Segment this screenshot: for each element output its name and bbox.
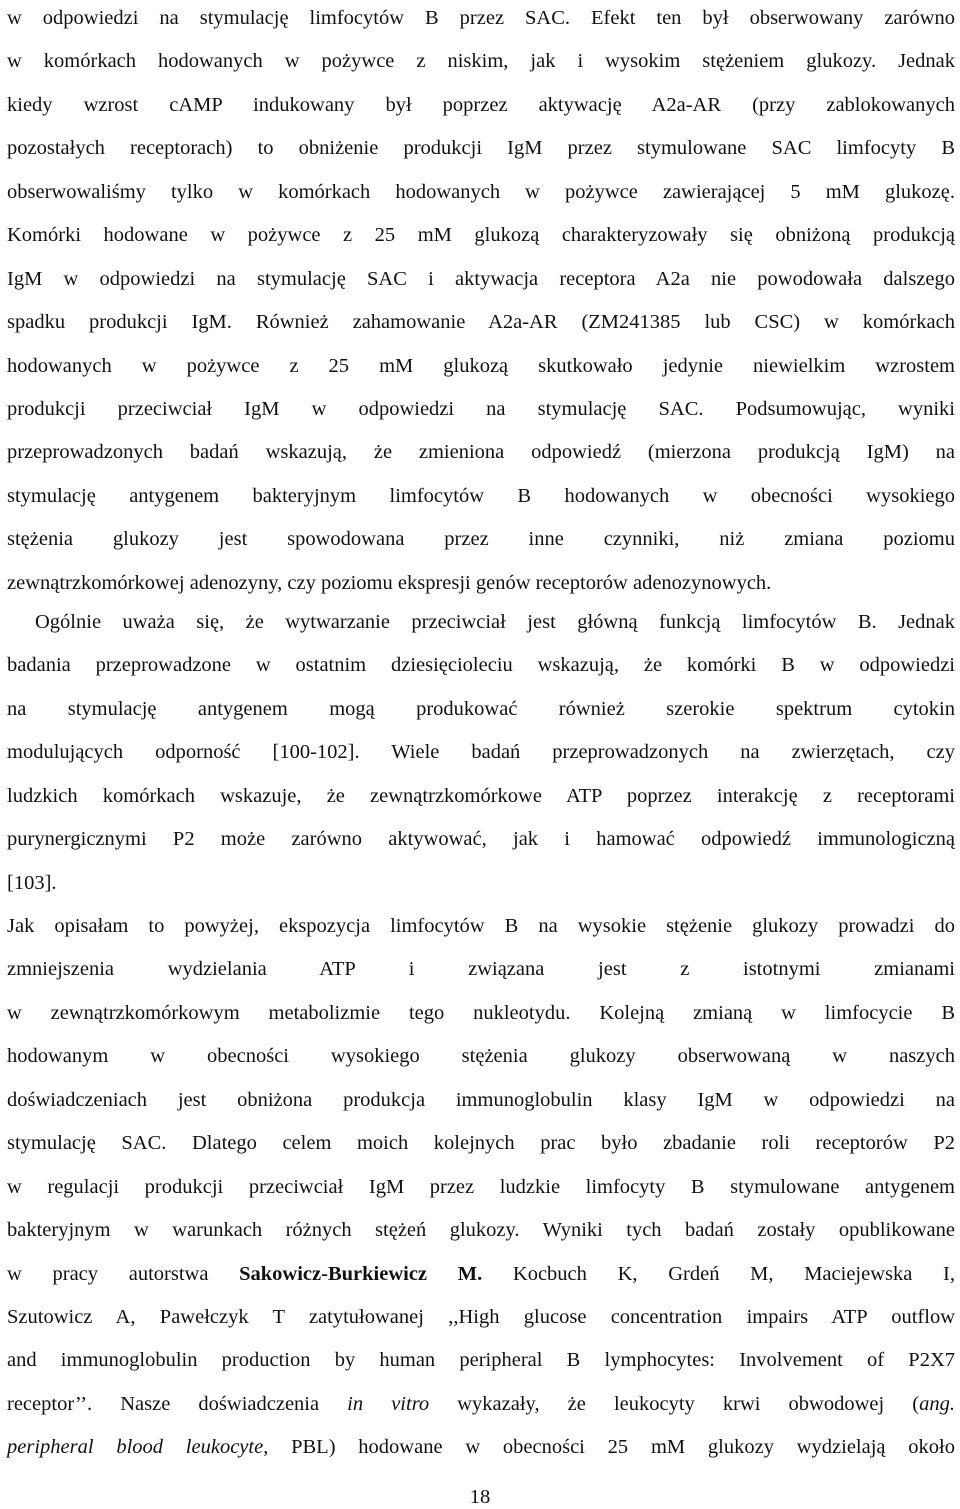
text-line <box>7 301 955 344</box>
text-segment: obserwowaliśmy tylko w komórkach hodowanych w pożywce zawierającej 5 mM glukozę. <box>7 180 955 203</box>
text-segment: doświadczeniach jest obniżona produkcja immunoglobulin klasy IgM w odpowiedzi na <box>7 1088 955 1111</box>
page-number: 18 <box>469 1486 491 1508</box>
text-segment: w odpowiedzi na stymulację limfocytów B przez SAC. Efekt ten był obserwowany zarówno <box>7 7 955 29</box>
text-segment: zmniejszenia wydzielania ATP i związana jest z istotnymi zmianami <box>7 958 955 981</box>
text-segment: Komórki hodowane w pożywce z 25 mM glukozą charakteryzowały się obniżoną produkcją <box>7 224 955 247</box>
text-segment: badania przeprowadzone w ostatnim dziesięcioleciu wskazują, że komórki B w odpowiedzi <box>7 654 955 677</box>
text-segment: hodowanym w obecności wysokiego stężenia glukozy obserwowaną w naszych <box>7 1045 955 1068</box>
text-segment: receptor’’. Nasze doświadczenia <box>7 1392 348 1415</box>
italic-text: ang. <box>919 1392 955 1415</box>
text-segment: wykazały, że leukocyty krwi obwodowej ( <box>429 1392 920 1415</box>
text-line <box>7 431 955 474</box>
text-line <box>7 518 955 561</box>
text-line <box>7 562 955 605</box>
text-segment: stymulację antygenem bakteryjnym limfocytów B hodowanych w obecności wysokiego <box>7 484 955 507</box>
text-segment: modulujących odporność [100-102]. Wiele badań przeprowadzonych na zwierzętach, czy <box>7 741 955 764</box>
text-line <box>7 1296 955 1339</box>
text-line <box>7 644 955 687</box>
text-line <box>7 1426 955 1469</box>
text-segment: Kocbuch K, Grdeń M, Maciejewska I, <box>482 1262 955 1285</box>
text-line <box>7 84 955 127</box>
text-line <box>7 1339 955 1382</box>
text-segment: bakteryjnym w warunkach różnych stężeń glukozy. Wyniki tych badań zostały opublikowane <box>7 1219 955 1242</box>
text-line <box>7 775 955 818</box>
text-line <box>7 862 955 905</box>
text-segment: pozostałych receptorach) to obniżenie produkcji IgM przez stymulowane SAC limfocyty B <box>7 137 955 160</box>
text-line <box>7 905 955 948</box>
text-segment: w komórkach hodowanych w pożywce z niskim, jak i wysokim stężeniem glukozy. Jednak <box>7 50 955 73</box>
text-segment: w zewnątrzkomórkowym metabolizmie tego nukleotydu. Kolejną zmianą w limfocycie B <box>7 1001 955 1024</box>
text-line <box>7 345 955 388</box>
italic-text: in vitro <box>347 1392 430 1415</box>
text-segment: produkcji przeciwciał IgM w odpowiedzi na stymulację SAC. Podsumowując, wyniki <box>7 397 955 420</box>
text-line <box>7 258 955 301</box>
text-line <box>7 127 955 170</box>
text-segment: IgM w odpowiedzi na stymulację SAC i aktywacja receptora A2a nie powodowała dalszego <box>7 267 955 290</box>
text-segment: zewnątrzkomórkowej adenozyny, czy poziomu ekspresji genów receptorów adenozynowych. <box>7 571 772 594</box>
text-segment: and immunoglobulin production by human peripheral B lymphocytes: Involvement of P2X7 <box>7 1349 955 1372</box>
text-segment: kiedy wzrost cAMP indukowany był poprzez aktywację A2a-AR (przy zablokowanych <box>7 93 955 116</box>
text-line <box>7 1079 955 1122</box>
text-line <box>7 1122 955 1165</box>
text-segment: w regulacji produkcji przeciwciał IgM przez ludzkie limfocyty B stymulowane antygenem <box>7 1175 955 1198</box>
paragraph-1 <box>7 0 955 605</box>
text-line <box>7 1383 955 1426</box>
text-line <box>7 475 955 518</box>
text-segment: purynergicznymi P2 może zarówno aktywować, jak i hamować odpowiedź immunologiczną <box>7 828 955 851</box>
text-segment: [103]. <box>7 871 57 894</box>
text-line <box>7 40 955 83</box>
text-line <box>7 948 955 991</box>
text-segment: Szutowicz A, Pawełczyk T zatytułowanej ,,High glucose concentration impairs ATP outflow <box>7 1305 955 1328</box>
text-line <box>7 388 955 431</box>
paragraph-2 <box>7 601 955 905</box>
text-line <box>7 601 955 644</box>
text-line <box>7 731 955 774</box>
text-segment: ludzkich komórkach wskazuje, że zewnątrzkomórkowe ATP poprzez interakcję z receptorami <box>7 784 955 807</box>
text-line <box>7 1253 955 1296</box>
text-segment: stymulację SAC. Dlatego celem moich kolejnych prac było zbadanie roli receptorów P2 <box>7 1132 955 1155</box>
text-line <box>7 688 955 731</box>
text-segment: przeprowadzonych badań wskazują, że zmieniona odpowiedź (mierzona produkcją IgM) na <box>7 441 955 464</box>
text-line <box>7 992 955 1035</box>
text-line <box>7 171 955 214</box>
italic-text: peripheral blood leukocyte <box>7 1436 264 1459</box>
text-segment: spadku produkcji IgM. Również zahamowanie A2a-AR (ZM241385 lub CSC) w komórkach <box>7 311 955 334</box>
text-line <box>7 1035 955 1078</box>
text-line <box>7 0 955 40</box>
text-segment: na stymulację antygenem mogą produkować również szerokie spektrum cytokin <box>7 697 955 720</box>
text-line <box>7 818 955 861</box>
text-segment: Jak opisałam to powyżej, ekspozycja limfocytów B na wysokie stężenie glukozy prowadzi do <box>7 915 955 937</box>
bold-text: Sakowicz-Burkiewicz M. <box>239 1262 483 1285</box>
paragraph-3 <box>7 905 955 1470</box>
text-segment: hodowanych w pożywce z 25 mM glukozą skutkowało jedynie niewielkim wzrostem <box>7 354 955 377</box>
text-line <box>7 214 955 257</box>
text-segment: , PBL) hodowane w obecności 25 mM glukozy wydzielają około <box>263 1436 955 1459</box>
text-segment: Ogólnie uważa się, że wytwarzanie przeciwciał jest główną funkcją limfocytów B. Jednak <box>35 611 955 633</box>
text-segment: stężenia glukozy jest spowodowana przez inne czynniki, niż zmiana poziomu <box>7 528 955 551</box>
text-line <box>7 1209 955 1252</box>
text-segment: w pracy autorstwa <box>7 1262 240 1285</box>
text-line <box>7 1166 955 1209</box>
